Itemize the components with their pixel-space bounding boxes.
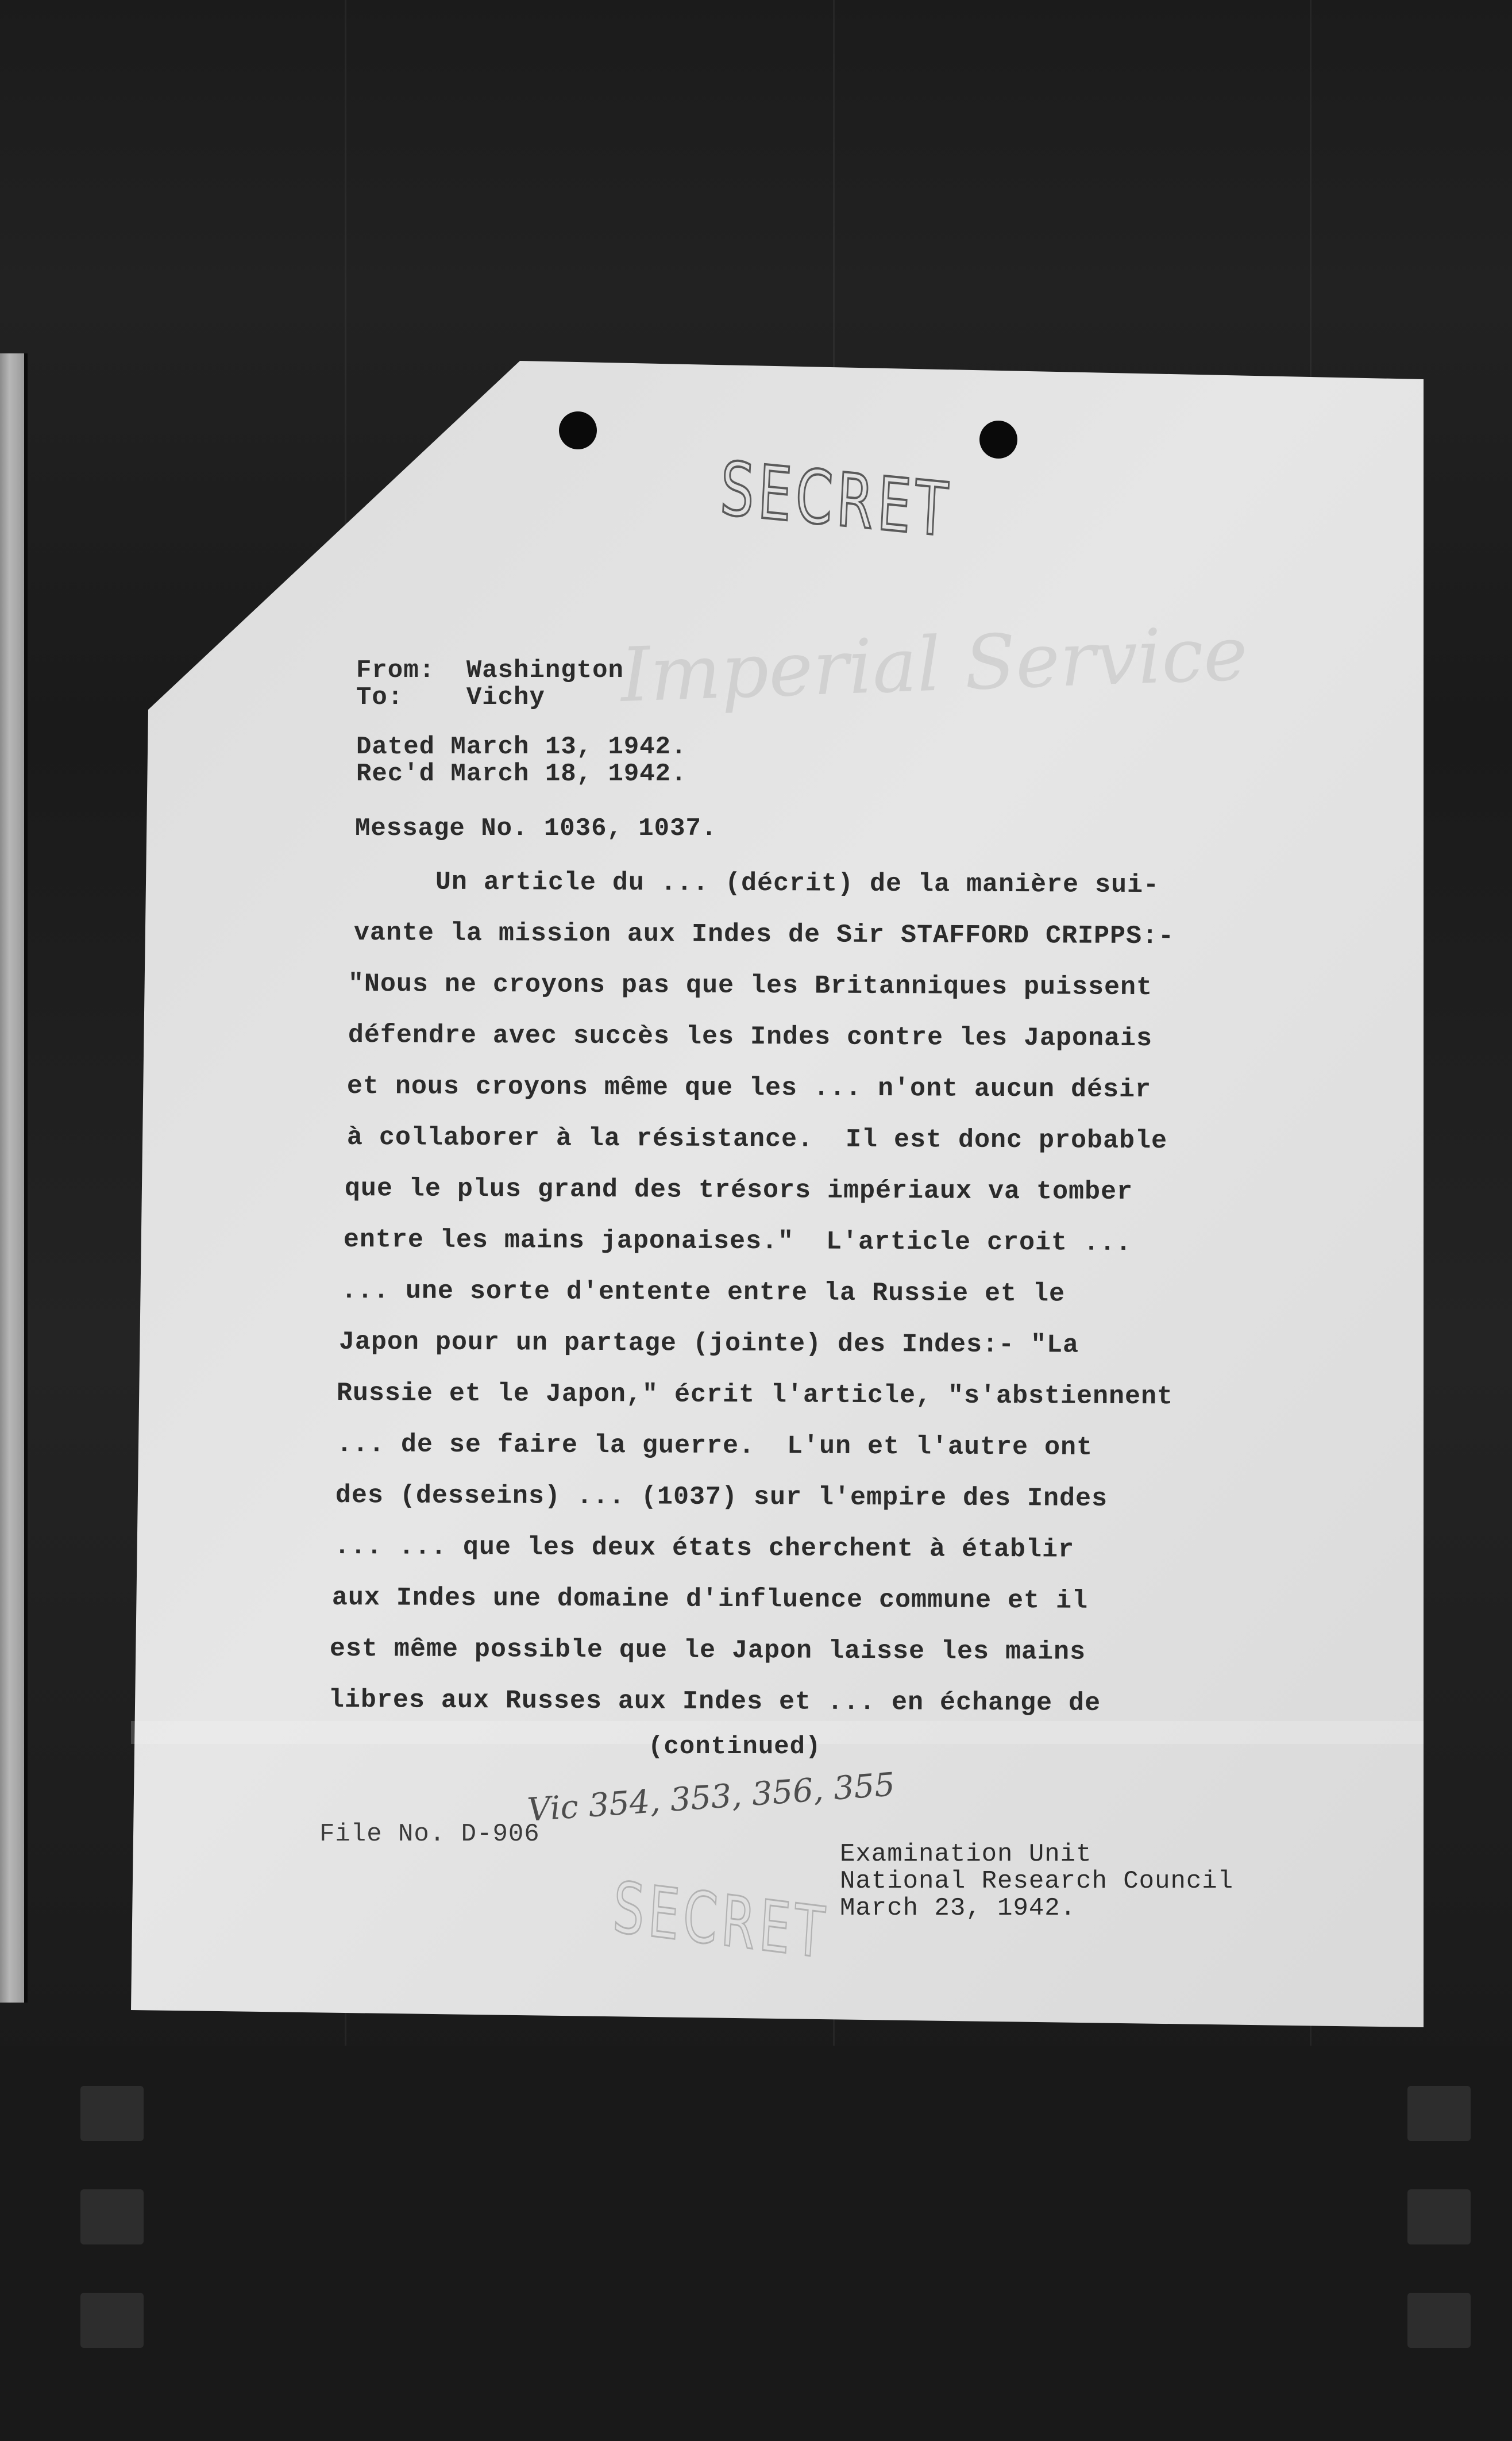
message-number: Message No. 1036, 1037. (355, 814, 718, 843)
research-council: National Research Council (840, 1867, 1234, 1896)
received-line: Rec'd March 18, 1942. (356, 760, 687, 788)
body-line: est même possible que le Japon laisse les mains (329, 1634, 1086, 1667)
body-line: à collaborer à la résistance. Il est donc probable (346, 1123, 1168, 1156)
from-value: Washington (466, 656, 624, 685)
body-line: ... une sorte d'entente entre la Russie et le (341, 1276, 1066, 1309)
secret-stamp-top: SECRET (718, 446, 954, 554)
body-line: Un article du ... (décrit) de la manière sui- (354, 867, 1160, 900)
secret-stamp-bottom: SECRET (611, 1866, 831, 1975)
body-line: aux Indes une domaine d'influence commune et il (331, 1583, 1089, 1616)
file-number: File No. D-906 (319, 1820, 540, 1849)
body-line: que le plus grand des trésors impériaux va tomber (344, 1174, 1133, 1207)
body-line: vante la mission aux Indes de Sir STAFFORD CRIPPS:- (353, 918, 1175, 952)
body-line: et nous croyons même que les ... n'ont aucun désir (346, 1072, 1152, 1105)
body-line: Russie et le Japon," écrit l'article, "s'abstiennent (336, 1379, 1174, 1412)
examination-unit: Examination Unit (840, 1840, 1092, 1869)
body-line: ... ... que les deux états cherchent à établir (334, 1532, 1075, 1565)
signature-date: March 23, 1942. (840, 1894, 1077, 1923)
body-line: libres aux Russes aux Indes et ... en échange de (328, 1685, 1101, 1718)
body-line: "Nous ne croyons pas que les Britanniques puissent (348, 969, 1153, 1003)
handwritten-file-refs: Vic 354, 353, 356, 355 (526, 1766, 896, 1829)
bleed-through-script: Imperial Service (619, 609, 1249, 719)
punch-hole (559, 411, 597, 449)
from-label: From: (356, 656, 435, 685)
body-line: des (desseins) ... (1037) sur l'empire des Indes (335, 1481, 1108, 1514)
to-line (356, 685, 545, 710)
dated-line: Dated March 13, 1942. (356, 733, 687, 761)
continued-note: (continued) (648, 1732, 821, 1761)
punch-hole (979, 421, 1017, 459)
to-label: To: (356, 683, 404, 712)
body-line: défendre avec succès les Indes contre les Japonais (348, 1021, 1153, 1054)
body-line: entre les mains japonaises." L'article croit ... (343, 1225, 1132, 1258)
body-line: Japon pour un partage (jointe) des Indes:- "La (338, 1327, 1079, 1360)
from-line (356, 658, 624, 683)
body-line: ... de se faire la guerre. L'un et l'autre ont (336, 1430, 1093, 1462)
to-value: Vichy (466, 683, 545, 712)
